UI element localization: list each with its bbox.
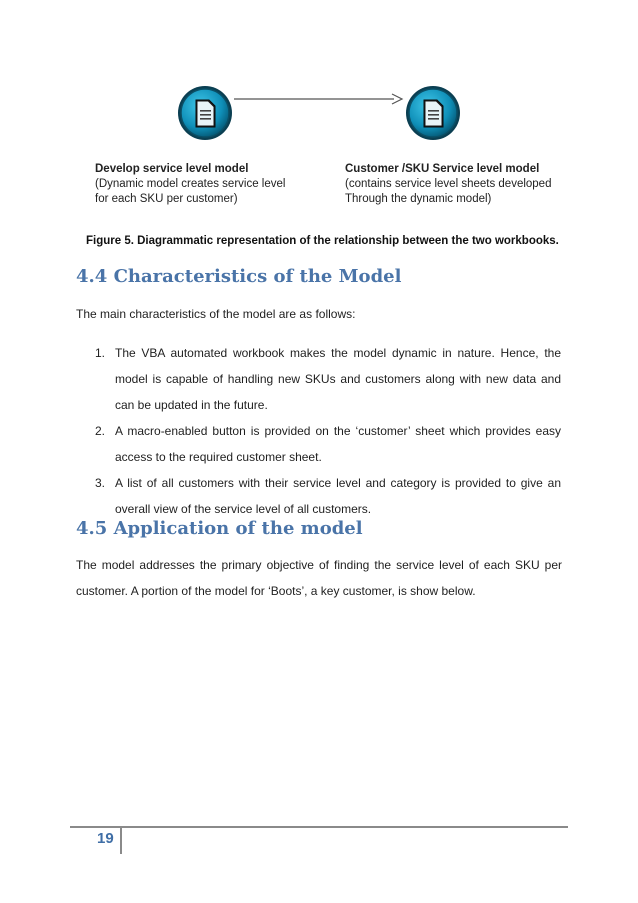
footer-divider bbox=[120, 826, 122, 854]
list-item-text: The VBA automated workbook makes the model dynamic in nature. Hence, the model is capable of handling new SKUs and customers along with new data and can be updated in the future. bbox=[115, 346, 561, 412]
left-node-label bbox=[95, 162, 295, 207]
right-node-title: Customer /SKU Service level model bbox=[345, 163, 540, 175]
right-node-line-1: (contains service level sheets developed bbox=[345, 178, 552, 190]
list-item bbox=[95, 418, 561, 470]
left-node-line-2: for each SKU per customer) bbox=[95, 193, 238, 205]
list-item bbox=[95, 340, 561, 418]
characteristics-list bbox=[95, 340, 561, 522]
right-node-line-2: Through the dynamic model) bbox=[345, 193, 492, 205]
left-document-icon bbox=[176, 84, 234, 142]
list-item-text: A macro-enabled button is provided on the ‘customer’ sheet which provides easy access to the required customer sheet. bbox=[115, 424, 561, 464]
section-4-4-intro: The main characteristics of the model are as follows: bbox=[76, 307, 356, 321]
figure-caption: Figure 5. Diagrammatic representation of the relationship between the two workbooks. bbox=[86, 235, 559, 247]
list-item-number: 2. bbox=[95, 424, 106, 438]
list-item bbox=[95, 470, 561, 522]
section-4-5-paragraph: The model addresses the primary objective of finding the service level of each SKU per customer. A portion of the model for ‘Boots’, a key customer, is show below. bbox=[76, 558, 562, 598]
right-node-label bbox=[345, 162, 565, 207]
list-item-number: 1. bbox=[95, 346, 106, 360]
footer-rule bbox=[70, 826, 568, 828]
relationship-arrow bbox=[234, 92, 406, 106]
page-number: 19 bbox=[97, 830, 114, 847]
list-item-text: A list of all customers with their service level and category is provided to give an overall view of the service level of all customers. bbox=[115, 476, 561, 516]
section-heading-4-4: 4.4 Characteristics of the Model bbox=[76, 266, 402, 287]
list-item-number: 3. bbox=[95, 476, 106, 490]
section-heading-4-5: 4.5 Application of the model bbox=[76, 518, 363, 539]
left-node-title: Develop service level model bbox=[95, 163, 249, 175]
left-node-line-1: (Dynamic model creates service level bbox=[95, 178, 286, 190]
right-document-icon bbox=[404, 84, 462, 142]
